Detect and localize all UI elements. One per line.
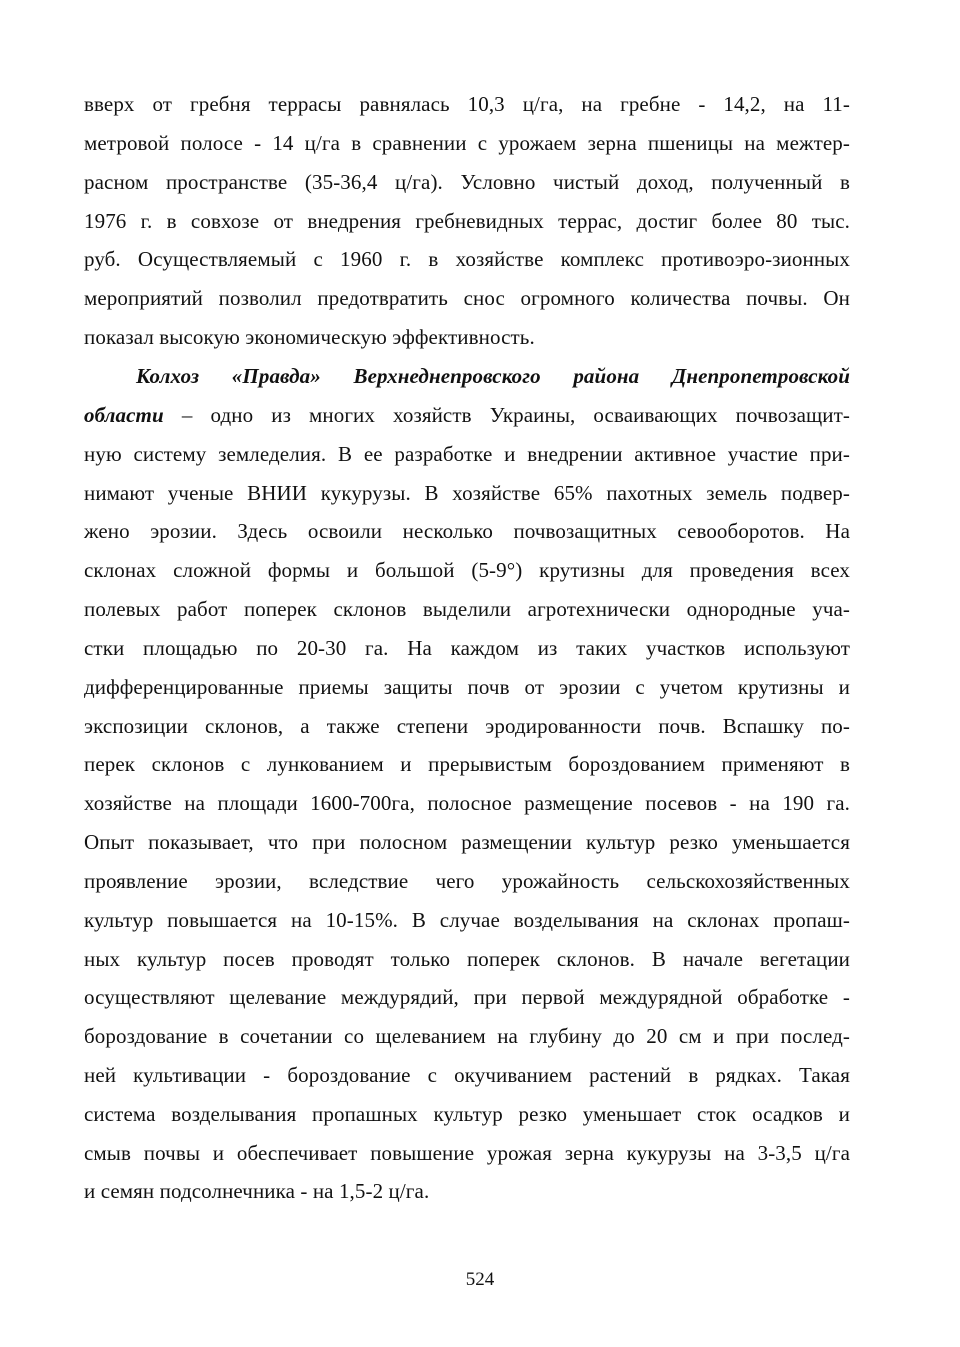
text-line: перек склонов с лункованием и прерывистым бороздованием применяют в <box>84 752 850 776</box>
text-line: бороздование в сочетании со щелеванием на глубину до 20 см и при послед- <box>84 1024 850 1048</box>
text-line: склонах сложной формы и большой (5-9°) крутизны для проведения всех <box>84 558 850 582</box>
text-line: жено эрозии. Здесь освоили несколько почвозащитных севооборотов. На <box>84 519 850 543</box>
region-word: области <box>84 403 164 427</box>
text-line-rest: – одно из многих хозяйств Украины, осваивающих почвозащит- <box>181 403 850 427</box>
text-line: ных культур посев проводят только поперек склонов. В начале вегетации <box>84 947 850 971</box>
text-line: ней культивации - бороздование с окучиванием растений в рядках. Такая <box>84 1063 850 1087</box>
text-line: ную систему земледелия. В ее разработке и внедрении активное участие при- <box>84 442 850 466</box>
text-line: Опыт показывает, что при полосном размещении культур резко уменьшается <box>84 830 850 854</box>
text-line: мероприятий позволил предотвратить снос огромного количества почвы. Он <box>84 286 850 310</box>
text-line: нимают ученые ВНИИ кукурузы. В хозяйстве 65% пахотных земель подвер- <box>84 481 850 505</box>
text-line: полевых работ поперек склонов выделили агротехнически однородные уча- <box>84 597 850 621</box>
text-line: вверх от гребня террасы равнялась 10,3 ц/га, на гребне - 14,2, на 11- <box>84 92 850 116</box>
text-line: культур повышается на 10-15%. В случае возделывания на склонах пропаш- <box>84 908 850 932</box>
text-line: расном пространстве (35-36,4 ц/га). Условно чистый доход, полученный в <box>84 170 850 194</box>
text-line: стки площадью по 20-30 га. На каждом из таких участков используют <box>84 636 850 660</box>
farm-heading: Колхоз «Правда» Верхнеднепровского района Днепропетровской <box>136 364 850 388</box>
text-line: проявление эрозии, вследствие чего урожайность сельскохозяйственных <box>84 869 850 893</box>
text-line: и семян подсолнечника - на 1,5-2 ц/га. <box>84 1179 430 1203</box>
text-line: дифференцированные приемы защиты почв от эрозии с учетом крутизны и <box>84 675 850 699</box>
text-line: показал высокую экономическую эффективность. <box>84 325 535 349</box>
text-line: хозяйстве на площади 1600-700га, полосное размещение посевов - на 190 га. <box>84 791 850 815</box>
text-line: осуществляют щелевание междурядий, при первой междурядной обработке - <box>84 985 850 1009</box>
text-line: руб. Осуществляемый с 1960 г. в хозяйстве комплекс противоэро-зионных <box>84 247 850 271</box>
paragraph-heading <box>136 363 850 389</box>
page-number: 524 <box>465 1269 495 1290</box>
text-line: система возделывания пропашных культур резко уменьшает сток осадков и <box>84 1102 850 1126</box>
text-line <box>84 402 850 428</box>
text-line: экспозиции склонов, а также степени эродированности почв. Вспашку по- <box>84 714 850 738</box>
text-line: смыв почвы и обеспечивает повышение урожая зерна кукурузы на 3-3,5 ц/га <box>84 1141 850 1165</box>
text-line: 1976 г. в совхозе от внедрения гребневидных террас, достиг более 80 тыс. <box>84 209 850 233</box>
text-line: метровой полосе - 14 ц/га в сравнении с урожаем зерна пшеницы на межтер- <box>84 131 850 155</box>
